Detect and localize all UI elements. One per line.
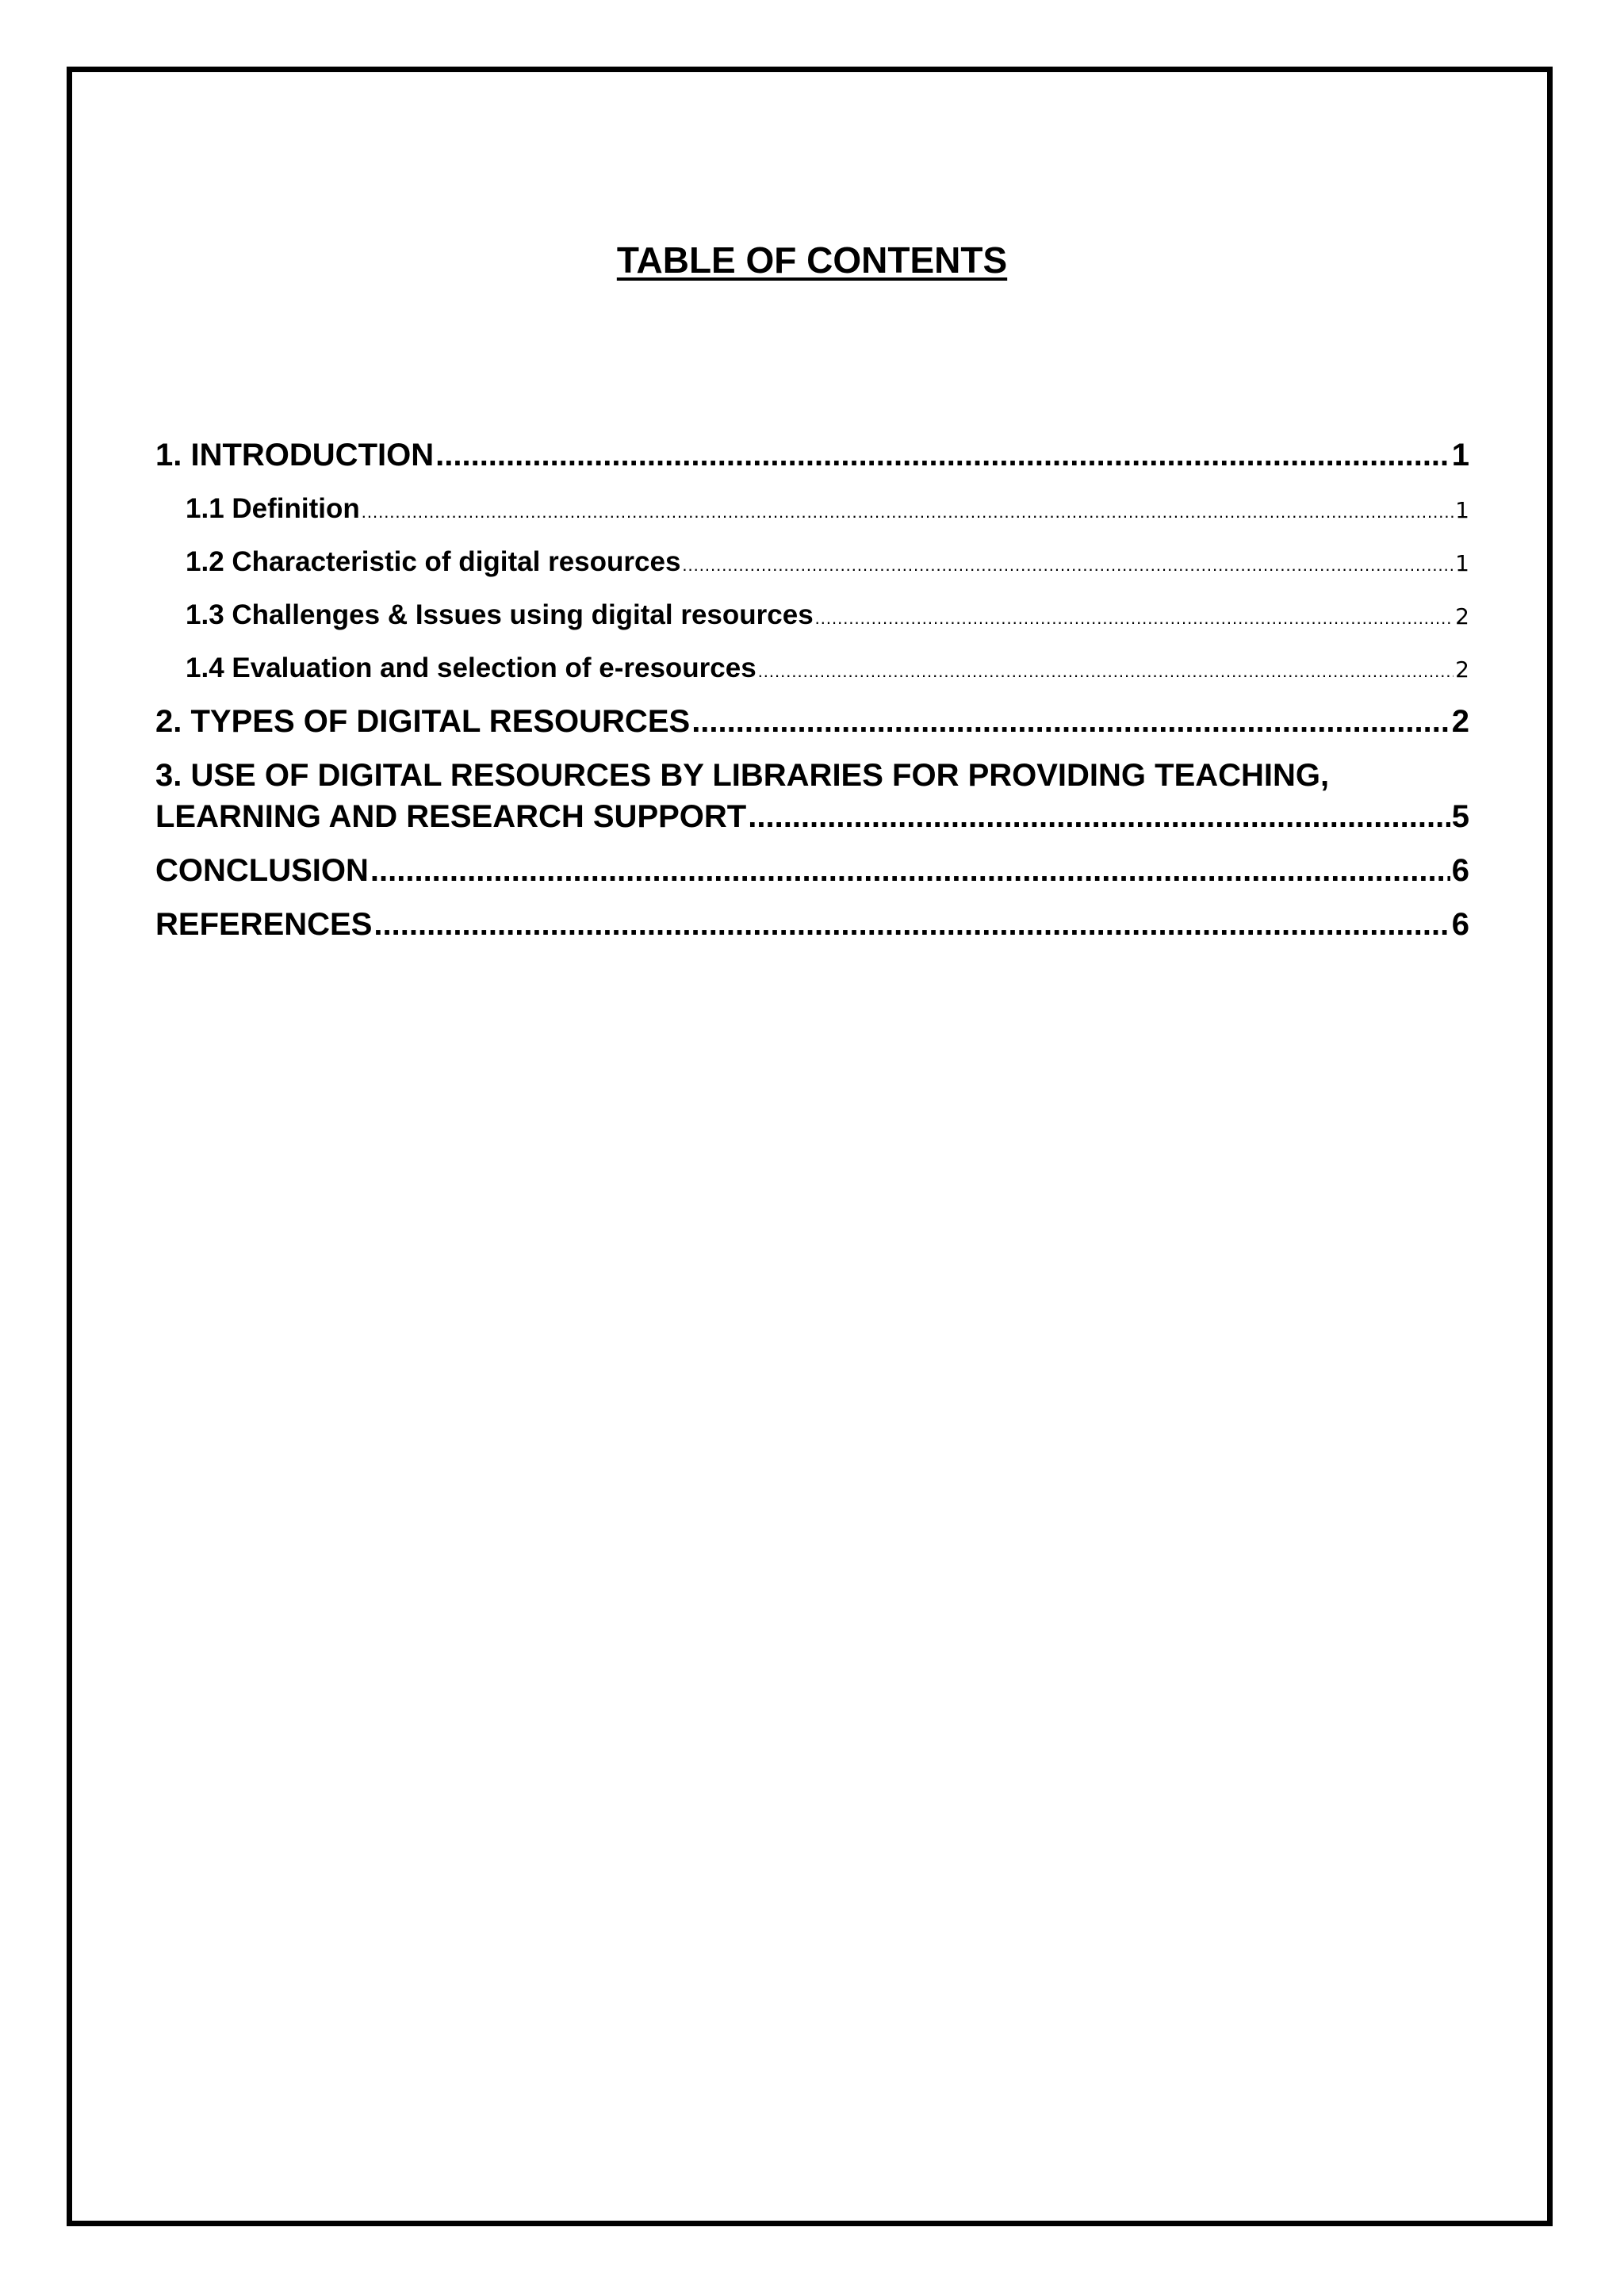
toc-entry-references[interactable]	[155, 897, 1469, 951]
dot-leader	[682, 538, 1454, 591]
toc-entry-label: REFERENCES	[155, 907, 373, 942]
toc-page-number: 2	[1455, 656, 1469, 683]
toc-page-number: 6	[1451, 907, 1469, 942]
toc-title-text: TABLE OF CONTENTS	[616, 239, 1008, 281]
dot-leader	[370, 844, 1450, 897]
toc-page-number: 6	[1451, 853, 1469, 888]
toc-entry-label-line2: LEARNING AND RESEARCH SUPPORT	[155, 799, 747, 834]
toc-entry-last-line	[155, 796, 1469, 837]
toc-entry-challenges[interactable]	[155, 588, 1469, 641]
toc-page-number: 1	[1451, 438, 1469, 473]
page-title	[0, 236, 1624, 284]
dot-leader	[815, 591, 1454, 645]
toc-page-number: 1	[1455, 550, 1469, 576]
toc-entry-label: 1. INTRODUCTION	[155, 438, 435, 473]
toc-entry-definition[interactable]	[155, 482, 1469, 535]
toc-entry-label: 2. TYPES OF DIGITAL RESOURCES	[155, 704, 691, 739]
toc-entry-evaluation[interactable]	[155, 641, 1469, 695]
toc-page-number: 2	[1451, 704, 1469, 739]
toc-entry-label: CONCLUSION	[155, 853, 369, 888]
toc-entry-characteristic[interactable]	[155, 535, 1469, 588]
dot-leader	[691, 695, 1450, 748]
toc-entry-label-line1: 3. USE OF DIGITAL RESOURCES BY LIBRARIES FOR PROVIDING TEACHING,	[155, 758, 1330, 793]
dot-leader	[373, 897, 1450, 951]
toc-page-number: 2	[1455, 603, 1469, 629]
toc-entry-conclusion[interactable]	[155, 844, 1469, 897]
toc-entry-introduction[interactable]	[155, 428, 1469, 482]
toc-entry-label: 1.4 Evaluation and selection of e-resources	[186, 652, 756, 683]
toc-entry-use-of-digital-resources[interactable]	[155, 748, 1469, 844]
dot-leader	[362, 485, 1454, 538]
toc-entry-types[interactable]	[155, 695, 1469, 748]
toc-entry-label: 1.1 Definition	[186, 493, 360, 524]
dot-leader	[435, 428, 1450, 482]
dot-leader	[758, 645, 1454, 698]
toc-page-number: 5	[1451, 799, 1469, 834]
dot-leader	[748, 796, 1450, 837]
toc-page-number: 1	[1455, 497, 1469, 523]
page-border	[67, 67, 1553, 2226]
table-of-contents	[155, 428, 1469, 951]
toc-entry-label: 1.3 Challenges & Issues using digital resources	[186, 599, 814, 630]
toc-entry-label: 1.2 Characteristic of digital resources	[186, 546, 681, 577]
